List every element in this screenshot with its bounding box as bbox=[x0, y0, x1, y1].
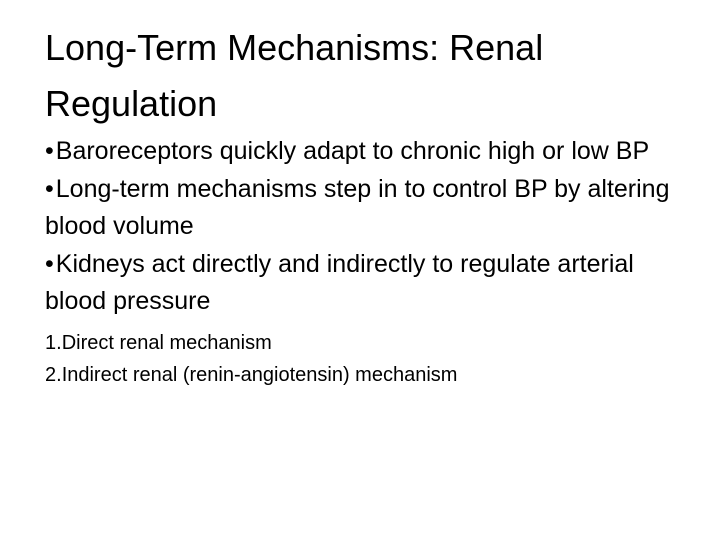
sub-list-item bbox=[45, 359, 695, 391]
sub-item-text: Direct renal mechanism bbox=[61, 331, 272, 354]
sub-item-number: 1. bbox=[45, 331, 62, 354]
bullet-text: Kidneys act directly and indirectly to regulate arterial blood pressure bbox=[45, 249, 634, 315]
sub-item-text: Indirect renal (renin-angiotensin) mechanism bbox=[61, 363, 458, 386]
numbered-sub-list bbox=[45, 327, 695, 391]
bullet-text: Long-term mechanisms step in to control BP by altering blood volume bbox=[45, 174, 670, 240]
bullet-item bbox=[45, 246, 695, 321]
sub-item-number: 2. bbox=[45, 363, 62, 386]
bullet-marker: • bbox=[45, 249, 54, 278]
sub-list-item bbox=[45, 327, 695, 359]
bullet-marker: • bbox=[45, 137, 54, 165]
slide-title: Long-Term Mechanisms: Renal Regulation bbox=[45, 27, 544, 124]
bullet-text: Baroreceptors quickly adapt to chronic high or low BP bbox=[55, 137, 650, 165]
slide-body bbox=[45, 133, 695, 391]
bullet-item bbox=[45, 171, 695, 246]
bullet-item bbox=[45, 133, 695, 171]
bullet-marker: • bbox=[45, 174, 54, 203]
